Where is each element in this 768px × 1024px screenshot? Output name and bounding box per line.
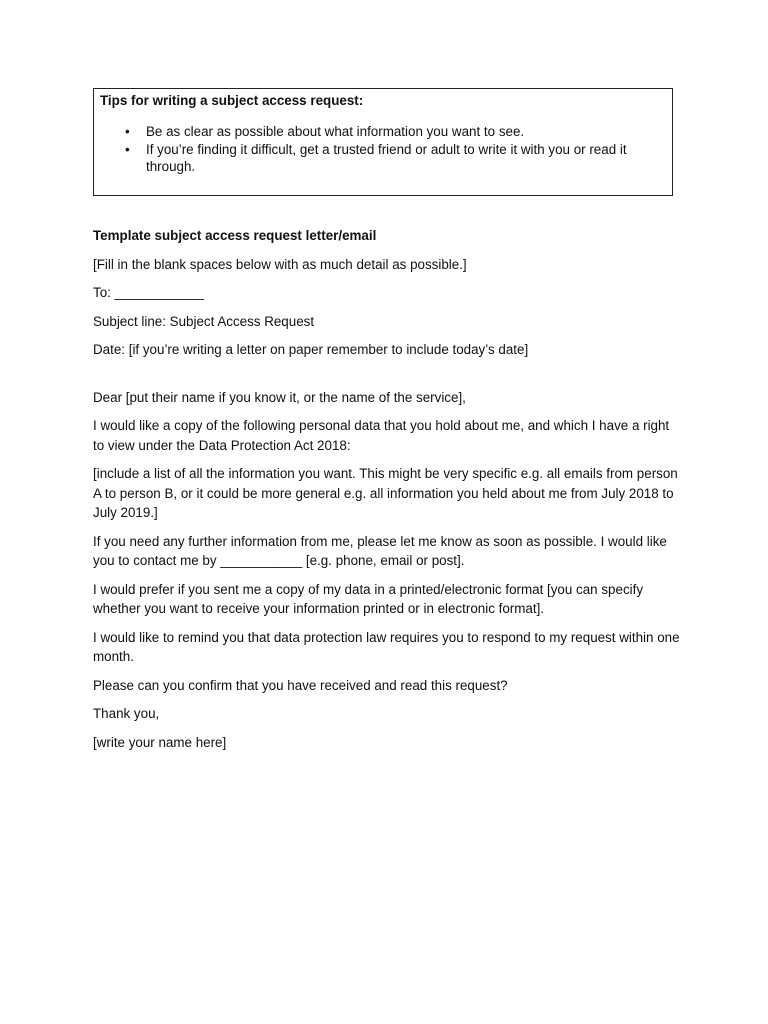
tips-title: Tips for writing a subject access request: [100, 93, 364, 108]
tip-text: If you’re finding it difficult, get a trusted friend or adult to write it with you or read it through. [146, 141, 627, 174]
tips-list [100, 123, 666, 176]
template-heading: Template subject access request letter/email [93, 228, 377, 243]
date-line: Date: [if you’re writing a letter on paper remember to include today’s date] [93, 342, 529, 357]
salutation: Dear [put their name if you know it, or the name of the service], [93, 389, 466, 405]
letter-template [93, 226, 683, 761]
paragraph-contact: If you need any further information from me, please let me know as soon as possible. I would like you to contact me by ___________ [e.g. phone, email or post]. [93, 533, 667, 568]
to-line: To: ____________ [93, 285, 204, 300]
paragraph-confirm: Please can you confirm that you have received and read this request? [93, 677, 508, 693]
spacer [93, 369, 683, 388]
bullet-icon: • [125, 141, 130, 157]
bullet-icon: • [125, 124, 130, 139]
tips-box [93, 88, 673, 196]
closing: Thank you, [93, 706, 160, 721]
tip-text: Be as clear as possible about what information you want to see. [146, 124, 525, 139]
paragraph-list: [include a list of all the information you want. This might be very specific e.g. all emails from person A to person B, or it could be more general e.g. all information you held about me from July 2018 to July 2019.] [93, 466, 678, 520]
template-instructions: [Fill in the blank spaces below with as much detail as possible.] [93, 256, 467, 272]
paragraph-format: I would prefer if you sent me a copy of my data in a printed/electronic format [you can specify whether you want to receive your information printed or in electronic format]. [93, 581, 644, 616]
paragraph-deadline: I would like to remind you that data protection law requires you to respond to my request within one month. [93, 629, 680, 664]
paragraph-request: I would like a copy of the following personal data that you hold about me, and which I have a right to view under the Data Protection Act 2018: [93, 418, 670, 453]
signature-placeholder: [write your name here] [93, 734, 227, 750]
subject-line: Subject line: Subject Access Request [93, 313, 315, 329]
list-item [100, 123, 666, 141]
list-item [100, 141, 666, 176]
